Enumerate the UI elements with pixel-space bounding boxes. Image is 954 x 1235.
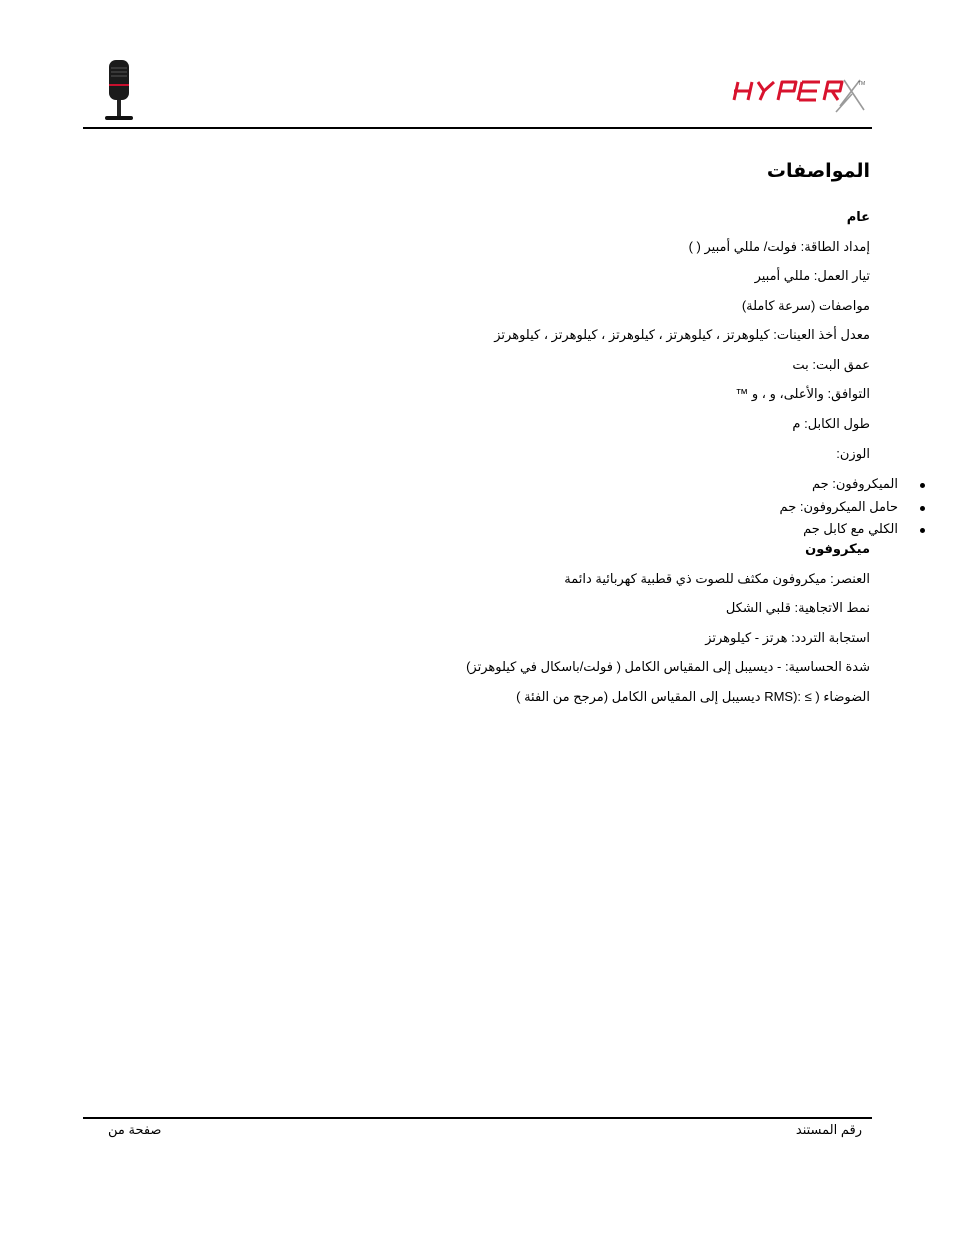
spec-line-compatibility: التوافق: والأعلى، و ، و ™ [735, 386, 870, 401]
spec-line-power: إمداد الطاقة: فولت/ مللي أمبير ( ) [688, 239, 870, 254]
spec-line-cable-length: طول الكابل: م [792, 416, 870, 431]
page-title: المواصفات [766, 161, 870, 182]
mic-line-frequency-response: استجابة التردد: هرتز - كيلوهرتز [705, 630, 870, 645]
section-heading-general: عام [846, 209, 870, 224]
footer-document-number: رقم المستند [795, 1122, 862, 1137]
mic-line-sensitivity: شدة الحساسية: - ديسيبل إلى المقياس الكامل ( فولت/باسكال في كيلوهرتز) [466, 659, 870, 674]
spec-line-usb-spec: مواصفات (سرعة كاملة) [741, 298, 870, 313]
mic-line-polar-pattern: نمط الاتجاهية: قلبي الشكل [725, 600, 870, 615]
hyperx-logo-icon [732, 76, 868, 118]
spec-line-bit-depth: عمق البت: بت [792, 357, 870, 372]
weight-item-total: الكلي مع كابل جم [803, 521, 898, 536]
microphone-icon [100, 58, 138, 122]
section-heading-microphone: ميكروفون [805, 541, 870, 556]
mic-line-noise: الضوضاء ( ≥ :(RMS ديسيبل إلى المقياس الكامل (مرجح من الفئة ) [516, 689, 870, 704]
spec-line-weight: الوزن: [836, 446, 870, 461]
mic-line-element: العنصر: ميكروفون مكثف للصوت ذي قطبية كهربائية دائمة [564, 571, 870, 586]
weight-item-stand: حامل الميكروفون: جم [779, 499, 898, 514]
footer-divider [83, 1117, 872, 1119]
spec-line-current: تيار العمل: مللي أمبير [754, 268, 870, 283]
header-divider [83, 127, 872, 129]
weight-item-microphone: الميكروفون: جم [811, 476, 898, 491]
footer-page-number: صفحة من [108, 1122, 162, 1137]
spec-line-sample-rate: معدل أخذ العينات: كيلوهرتز ، كيلوهرتز ، كيلوهرتز ، كيلوهرتز ، كيلوهرتز [494, 327, 870, 342]
svg-text:TM: TM [858, 81, 866, 87]
